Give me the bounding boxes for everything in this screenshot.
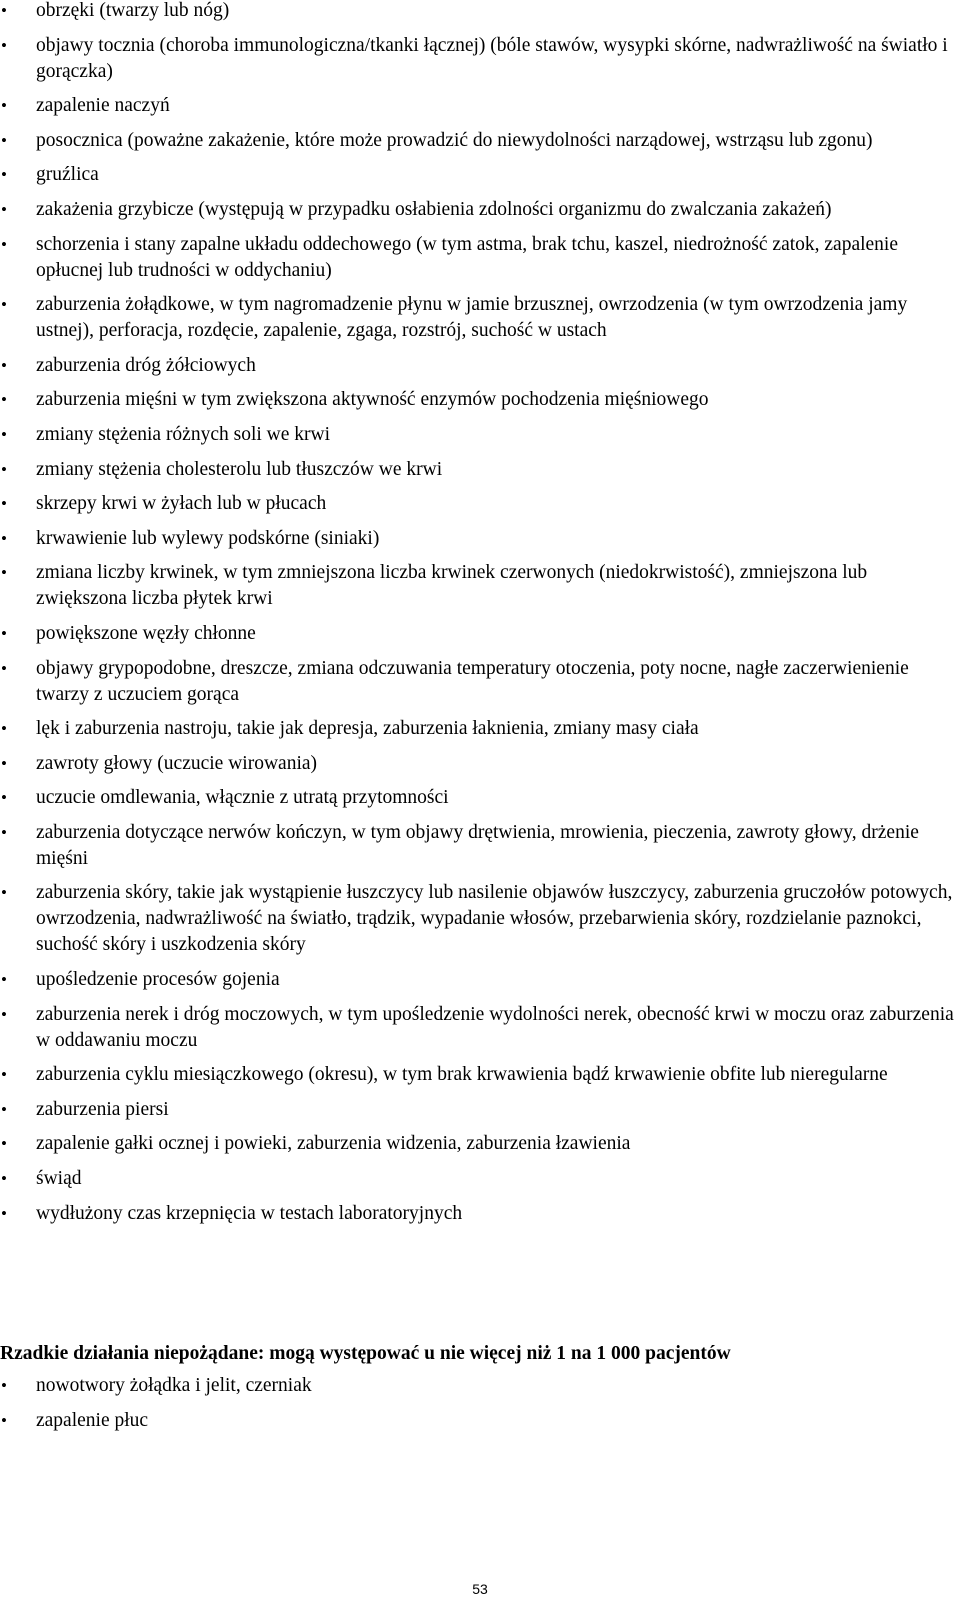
list-item-text: krwawienie lub wylewy podskórne (siniaki) xyxy=(36,527,380,549)
list-item xyxy=(0,1002,960,1054)
bullet-icon: • xyxy=(1,883,7,903)
list-item-text: nowotwory żołądka i jelit, czerniak xyxy=(36,1375,312,1396)
list-item-text: gruźlica xyxy=(36,164,99,186)
list-item-text: upośledzenie procesów gojenia xyxy=(36,969,280,991)
bullet-icon: • xyxy=(1,1065,7,1085)
list-item xyxy=(0,387,960,413)
list-item xyxy=(0,197,960,223)
bullet-icon: • xyxy=(1,234,7,254)
bullet-icon: • xyxy=(1,719,7,739)
bullet-icon: • xyxy=(1,563,7,583)
list-item xyxy=(0,1097,960,1123)
list-item-text: świąd xyxy=(36,1168,82,1190)
bullet-icon: • xyxy=(1,355,7,375)
list-item xyxy=(0,656,960,708)
list-item xyxy=(0,353,960,379)
list-item-text: zaburzenia piersi xyxy=(36,1098,169,1120)
bullet-icon: • xyxy=(1,822,7,842)
bullet-icon: • xyxy=(1,390,7,410)
list-item-text: zapalenie płuc xyxy=(36,1409,149,1431)
list-item-text: wydłużony czas krzepnięcia w testach laboratoryjnych xyxy=(36,1202,463,1224)
list-item xyxy=(0,1166,960,1192)
list-item xyxy=(0,820,960,872)
list-item-text: objawy tocznia (choroba immunologiczna/tkanki łącznej) (bóle stawów, wysypki skórne, nadwrażliwość na światło i gorączka) xyxy=(36,34,948,82)
list-item-text: zaburzenia mięśni w tym zwiększona aktywność enzymów pochodzenia mięśniowego xyxy=(36,389,709,411)
bullet-icon: • xyxy=(1,199,7,219)
bullet-icon: • xyxy=(1,1134,7,1154)
bullet-icon: • xyxy=(1,165,7,185)
list-item xyxy=(0,560,960,612)
list-item-text: schorzenia i stany zapalne układu oddechowego (w tym astma, brak tchu, kaszel, niedrożność zatok, zapalenie opłucnej lub trudności w oddychaniu) xyxy=(36,233,898,281)
list-item xyxy=(0,162,960,188)
list-item xyxy=(0,880,960,958)
list-item xyxy=(0,1201,960,1227)
bullet-icon: • xyxy=(1,1203,7,1223)
list-item-text: zaburzenia skóry, takie jak wystąpienie łuszczycy lub nasilenie objawów łuszczycy, zaburzenia gruczołów potowych, owrzodzenia, nadwrażliwość na światło, trądzik, wypadanie włosów, przebarwienia skóry, rozdzielanie paznokci, suchość skóry i uszkodzenia skóry xyxy=(36,882,953,956)
list-item xyxy=(0,128,960,154)
list-item xyxy=(0,1408,960,1434)
bullet-icon: • xyxy=(1,528,7,548)
bullet-icon: • xyxy=(1,623,7,643)
side-effects-list-rare xyxy=(0,1373,960,1442)
list-item-text: lęk i zaburzenia nastroju, takie jak depresja, zaburzenia łaknienia, zmiany masy ciała xyxy=(36,718,699,740)
list-item xyxy=(0,1131,960,1157)
list-item-text: zapalenie naczyń xyxy=(36,95,170,117)
list-item-text: zaburzenia cyklu miesiączkowego (okresu), w tym brak krwawienia bądź krwawienie obfite lub nieregularne xyxy=(36,1064,888,1086)
bullet-icon: • xyxy=(1,970,7,990)
list-item-text: zmiany stężenia różnych soli we krwi xyxy=(36,423,331,445)
list-item-text: uczucie omdlewania, włącznie z utratą przytomności xyxy=(36,787,449,809)
list-item xyxy=(0,1062,960,1088)
list-item-text: zaburzenia dotyczące nerwów kończyn, w tym objawy drętwienia, mrowienia, pieczenia, zawroty głowy, drżenie mięśni xyxy=(36,821,919,869)
list-item xyxy=(0,232,960,284)
page-number: 53 xyxy=(472,1581,488,1597)
bullet-icon: • xyxy=(1,35,7,55)
bullet-icon: • xyxy=(1,295,7,315)
list-item-text: zapalenie gałki ocznej i powieki, zaburzenia widzenia, zaburzenia łzawienia xyxy=(36,1133,631,1155)
list-item xyxy=(0,491,960,517)
list-item xyxy=(0,526,960,552)
list-item xyxy=(0,33,960,85)
bullet-icon: • xyxy=(1,459,7,479)
bullet-icon: • xyxy=(1,1410,7,1430)
bullet-icon: • xyxy=(1,1,7,20)
list-item-text: obrzęki (twarzy lub nóg) xyxy=(36,0,230,21)
list-item-text: posocznica (poważne zakażenie, które może prowadzić do niewydolności narządowej, wstrząsu lub zgonu) xyxy=(36,129,873,151)
list-item xyxy=(0,785,960,811)
list-item-text: objawy grypopodobne, dreszcze, zmiana odczuwania temperatury otoczenia, poty nocne, nagłe zaczerwienienie twarzy z uczuciem gorąca xyxy=(36,657,909,705)
bullet-icon: • xyxy=(1,1376,7,1395)
list-item xyxy=(0,1373,960,1399)
bullet-icon: • xyxy=(1,658,7,678)
section-heading-rare: Rzadkie działania niepożądane: mogą występować u nie więcej niż 1 na 1 000 pacjentów xyxy=(0,1343,731,1364)
list-item xyxy=(0,422,960,448)
bullet-icon: • xyxy=(1,494,7,514)
list-item-text: zmiany stężenia cholesterolu lub tłuszczów we krwi xyxy=(36,458,443,480)
bullet-icon: • xyxy=(1,1099,7,1119)
list-item-text: powiększone węzły chłonne xyxy=(36,622,256,644)
bullet-icon: • xyxy=(1,424,7,444)
list-item-text: zaburzenia nerek i dróg moczowych, w tym upośledzenie wydolności nerek, obecność krwi w moczu oraz zaburzenia w oddawaniu moczu xyxy=(36,1003,954,1051)
list-item xyxy=(0,716,960,742)
list-item xyxy=(0,967,960,993)
bullet-icon: • xyxy=(1,1169,7,1189)
list-item xyxy=(0,0,960,24)
list-item xyxy=(0,457,960,483)
list-item-text: zmiana liczby krwinek, w tym zmniejszona liczba krwinek czerwonych (niedokrwistość), zmniejszona lub zwiększona liczba płytek krwi xyxy=(36,562,868,610)
list-item-text: zaburzenia dróg żółciowych xyxy=(36,354,256,376)
bullet-icon: • xyxy=(1,753,7,773)
list-item xyxy=(0,292,960,344)
list-item-text: zaburzenia żołądkowe, w tym nagromadzenie płynu w jamie brzusznej, owrzodzenia (w tym owrzodzenia jamy ustnej), perforacja, rozdęcie, zapalenie, zgaga, rozstrój, suchość w ustach xyxy=(36,294,908,342)
list-item xyxy=(0,751,960,777)
list-item-text: zawroty głowy (uczucie wirowania) xyxy=(36,752,318,774)
list-item-text: skrzepy krwi w żyłach lub w płucach xyxy=(36,493,327,515)
list-item xyxy=(0,93,960,119)
list-item xyxy=(0,621,960,647)
bullet-icon: • xyxy=(1,788,7,808)
bullet-icon: • xyxy=(1,96,7,116)
bullet-icon: • xyxy=(1,130,7,150)
list-item-text: zakażenia grzybicze (występują w przypadku osłabienia zdolności organizmu do zwalczania zakażeń) xyxy=(36,198,832,220)
bullet-icon: • xyxy=(1,1004,7,1024)
